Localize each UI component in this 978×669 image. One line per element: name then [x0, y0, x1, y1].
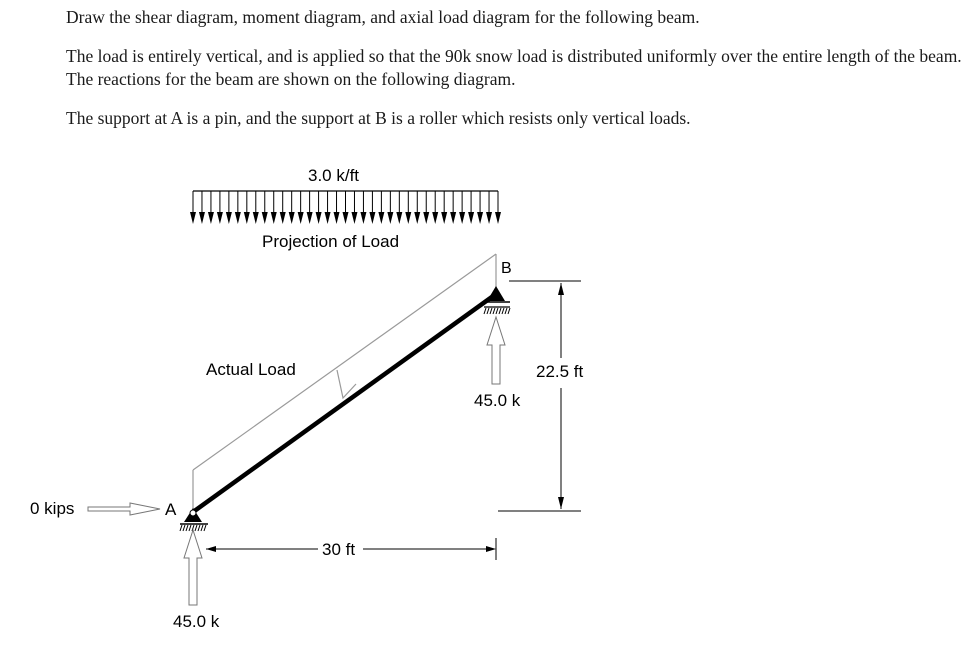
load-arrow-head — [369, 212, 375, 224]
pin-support-a — [180, 508, 208, 531]
supports-text: The support at A is a pin, and the support at B is a roller which resists only vertical loads. — [66, 108, 691, 128]
support-hatch — [493, 308, 495, 314]
load-arrow-head — [217, 212, 223, 224]
support-hatch — [484, 308, 486, 314]
load-arrow-head — [235, 212, 241, 224]
load-arrow-head — [334, 212, 340, 224]
support-hatch — [189, 525, 191, 531]
support-hatch — [180, 525, 182, 531]
reaction-arrow-b — [487, 317, 505, 384]
load-arrow-head — [396, 212, 402, 224]
load-arrow-head — [378, 212, 384, 224]
load-intensity-label: 3.0 k/ft — [308, 166, 360, 185]
support-hatch — [186, 525, 188, 531]
support-hatch — [496, 308, 498, 314]
load-arrow-head — [226, 212, 232, 224]
horizontal-span-label: 30 ft — [322, 540, 356, 559]
instruction-text: Draw the shear diagram, moment diagram, and axial load diagram for the following beam. — [66, 7, 700, 27]
horizontal-reaction-arrow — [88, 503, 160, 515]
actual-load-label: Actual Load — [206, 360, 296, 379]
load-arrow-head — [423, 212, 429, 224]
load-arrow-head — [351, 212, 357, 224]
load-arrow-head — [280, 212, 286, 224]
vertical-rise-label: 22.5 ft — [536, 362, 584, 381]
load-arrow-head — [441, 212, 447, 224]
reaction-a-label: 45.0 k — [173, 612, 220, 631]
load-arrow-head — [468, 212, 474, 224]
load-arrow-head — [477, 212, 483, 224]
support-hatch — [195, 525, 197, 531]
support-hatch — [502, 308, 504, 314]
load-arrow-head — [208, 212, 214, 224]
load-arrow-head — [271, 212, 277, 224]
load-arrow-head — [325, 212, 331, 224]
support-hatch — [487, 308, 489, 314]
projection-load-arrows — [190, 191, 501, 224]
load-arrow-head — [405, 212, 411, 224]
load-arrow-head — [253, 212, 259, 224]
load-arrow-head — [307, 212, 313, 224]
load-arrow-head — [450, 212, 456, 224]
reaction-b-label: 45.0 k — [474, 391, 521, 410]
horizontal-reaction-label: 0 kips — [30, 499, 75, 518]
load-arrow-head — [459, 212, 465, 224]
projection-label: Projection of Load — [262, 232, 400, 251]
point-b-label: B — [501, 260, 512, 277]
point-a-label: A — [165, 500, 177, 519]
description-text: The load is entirely vertical, and is applied so that the 90k snow load is distributed uniformly over the entire length of the beam. The reactions for the beam are shown on the following diagram. — [66, 46, 962, 89]
support-hatch — [490, 308, 492, 314]
actual-load-band — [193, 254, 496, 512]
load-arrow-head — [199, 212, 205, 224]
load-arrow-head — [432, 212, 438, 224]
load-arrow-head — [244, 212, 250, 224]
load-arrow-head — [343, 212, 349, 224]
load-arrow-head — [262, 212, 268, 224]
support-hatch — [198, 525, 200, 531]
support-hatch — [201, 525, 203, 531]
load-arrow-head — [495, 212, 501, 224]
load-arrow-head — [387, 212, 393, 224]
reaction-arrow-a — [184, 530, 202, 605]
load-arrow-head — [414, 212, 420, 224]
support-hatch — [204, 525, 206, 531]
support-hatch — [499, 308, 501, 314]
load-arrow-head — [486, 212, 492, 224]
inclined-beam — [193, 294, 496, 512]
support-hatch — [505, 308, 507, 314]
load-arrow-head — [316, 212, 322, 224]
load-arrow-head — [360, 212, 366, 224]
load-arrow-head — [298, 212, 304, 224]
support-hatch — [183, 525, 185, 531]
load-arrow-head — [190, 212, 196, 224]
load-arrow-head — [289, 212, 295, 224]
support-hatch — [508, 308, 510, 314]
roller-support-b — [484, 286, 510, 314]
